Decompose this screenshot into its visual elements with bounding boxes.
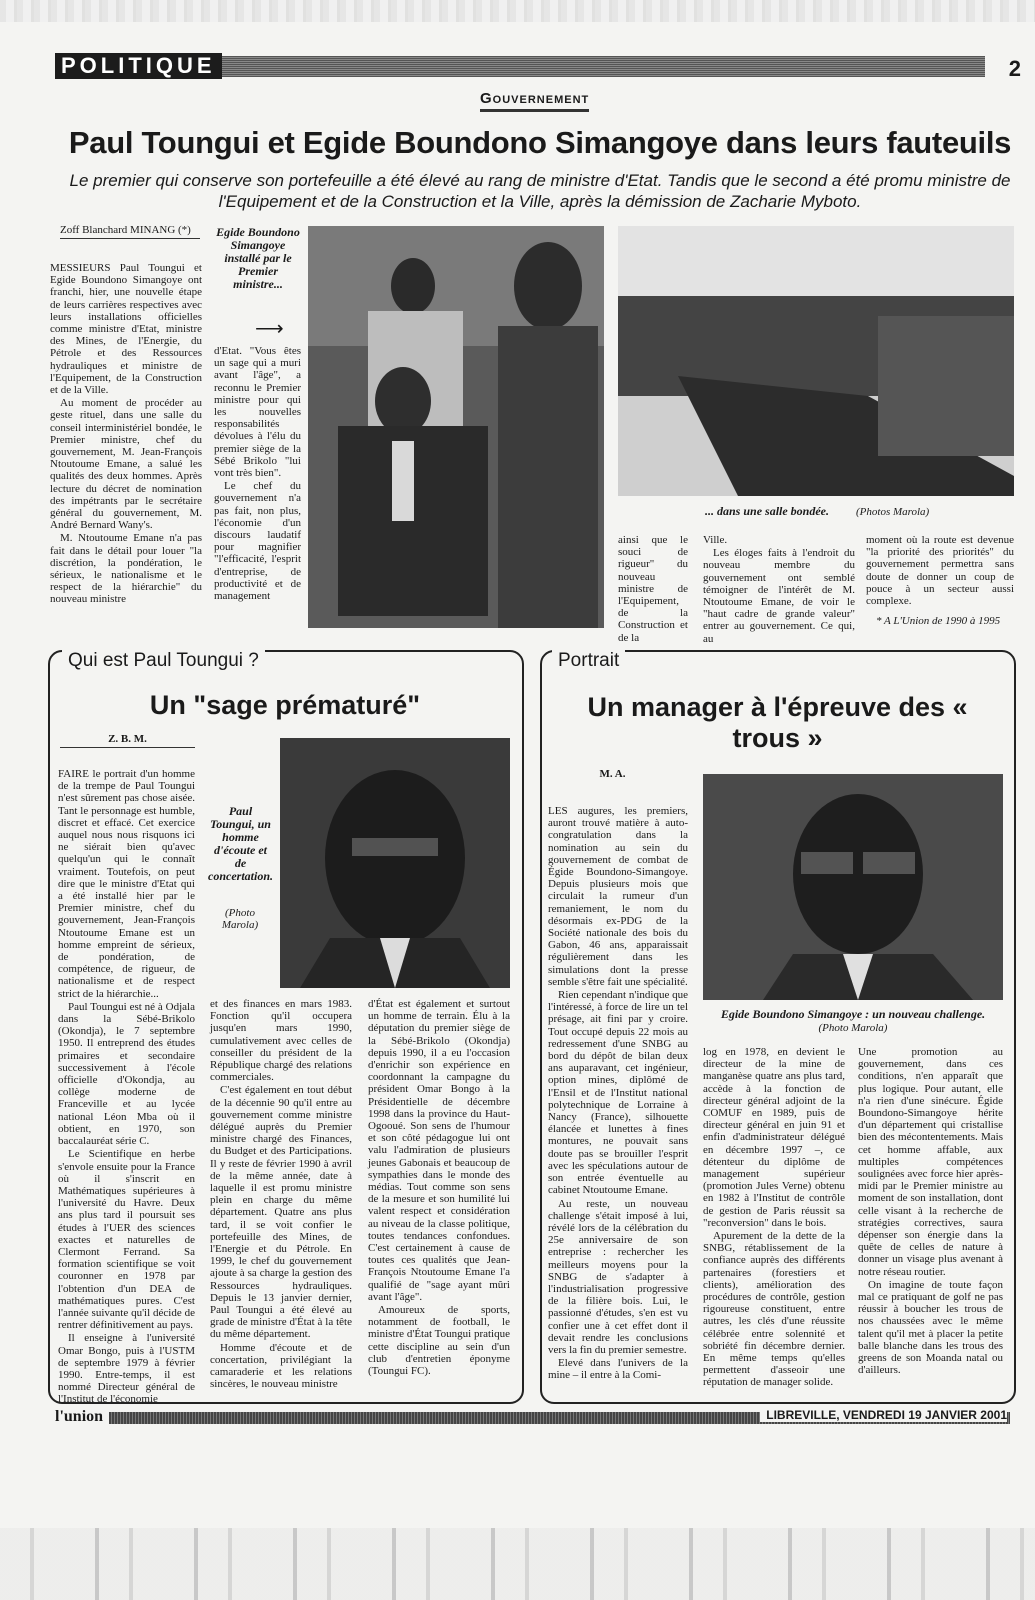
paragraph: et des finances en mars 1983. Fonction qu'il occupera jusqu'en mars 1990, cumulativement avec celles de conseiller du président de la République chargé des relations commerciales. <box>210 998 352 1084</box>
box-left-col3 <box>368 998 510 1378</box>
author-note: * A L'Union de 1990 à 1995 <box>876 615 1001 627</box>
paragraph: Le chef du gouvernement n'a pas fait, non plus, l'économie d'un discours laudatif pour magnifier "l'efficacité, l'esprit d'entreprise, de productivité et de management <box>214 480 301 603</box>
photo-room <box>618 226 1014 496</box>
paragraph: Au moment de procéder au geste rituel, dans une salle du conseil interministériel bondée, le Premier ministre, chef du gouvernement, M. Jean-François Ntoutoume Emane, a salué les qualités des deux hommes. Après lecture du décret de nomination des impétrants par le secrétaire général du gouvernement, M. André Bernard Wany's. <box>50 397 202 532</box>
photo-illustration <box>280 738 510 988</box>
paragraph: Homme d'écoute et de concertation, privilégiant la camaraderie et les relations sincères, le nouveau ministre <box>210 1341 352 1391</box>
paragraph: On imagine de toute façon mal ce pratiquant de golf ne pas réussir à boucher les trous de nos chaussées avec le même talent qu'il met à placer la petite balle blanche dans les trous des greens de son Moanda natal ou d'ailleurs. <box>858 1278 1003 1377</box>
kicker: Gouvernement <box>480 90 589 112</box>
paragraph: Elevé dans l'univers de la mine – il entre à la Comi- <box>548 1357 688 1382</box>
photo1-caption: Egide Boundono Simangoye installé par le Premier ministre... <box>216 225 300 291</box>
photo-toungui <box>280 738 510 988</box>
box-right-col2 <box>703 1046 845 1390</box>
box-left-col1 <box>58 768 195 1407</box>
photo2-caption: ... dans une salle bondée. <box>705 504 830 518</box>
page-number: 2 <box>1008 56 1021 81</box>
main-article-col4 <box>703 534 855 646</box>
main-deck: Le premier qui conserve son portefeuille a été élevé au rang de ministre d'Etat. Tandis que le second a été promu ministre de l'Equipement et de la Construction et la Ville, après la démission de Zacharie Myboto. <box>69 171 1011 211</box>
box-left-label: Qui est Paul Toungui ? <box>62 650 265 672</box>
main-article-col5 <box>866 534 1014 608</box>
paragraph: Il enseigne à l'université Omar Bongo, puis à l'USTM de septembre 1979 à février 1990. Entre-temps, il est nommé Directeur général de l'Institut de l'économie <box>58 1332 195 1406</box>
paragraph: ainsi que le souci de rigueur" du nouveau ministre de l'Equipement, de la Construction et de la <box>618 534 688 644</box>
main-article-col1 <box>50 262 202 607</box>
paragraph: Au reste, un nouveau challenge s'était imposé à lui, révélé lors de la célébration du 25e anniversaire de son entreprise : rechercher les meilleurs moyens pour la SNBG de s'adapter à l'industrialisation progressive de la filière bois. Lui, le passionné d'études, s'en est vu confier une à cet effet dont il devait rendre les conclusions vers la fin du premier semestre. <box>548 1197 688 1356</box>
paragraph: Rien cependant n'indique que l'intéressé, à force de lire un tel présage, ait fini par y croire. Tout occupé depuis 22 mois au redressement d'une SNBG au bord du dépôt de bilan deux ans auparavant, cet ingénieur, option mines, diplômé de l'Ensil et de l'Institut national polytechnique de Lorraine à Nancy (France), silhouette élancée et lunettes à fines montures, ne pouvait sans doute pas se brouiller l'esprit avec les spéculations autour de son entrée éventuelle au cabinet Ntoutoume Emane. <box>548 989 688 1197</box>
box-right-col1 <box>548 805 688 1383</box>
arrow-icon: ⟶ <box>255 318 284 340</box>
box-right-label: Portrait <box>552 650 625 672</box>
photo-installation <box>308 226 604 628</box>
box-left-photo-credit: (Photo Marola) <box>221 907 259 931</box>
paragraph: FAIRE le portrait d'un homme de la trempe de Paul Toungui n'est sûrement pas chose aisée. Tant le personnage est humble, discret et effacé. Cet exercice auquel nous nous risquons ici ne siérait bien qu'avec quelqu'un qui le connaît vraiment. Toutefois, on peut dire que le ministre d'Etat qui a été installé hier par le Premier ministre, chef du gouvernement, Jean-François Ntoutoume Emane est un homme empreint de sérieux, de pondération, de compétence, de rigueur, de nationalisme et de respect strict de la hiérarchie... <box>58 768 195 1000</box>
paragraph: MESSIEURS Paul Toungui et Egide Boundono Simangoye ont franchi, hier, une nouvelle étape de leurs carrières respectives avec leurs installations officielles comme ministre d'Etat, ministre des Mines, de l'Energie, du Pétrole et des Ressources hydrauliques et ministre de l'Equipement, de la Construction et de la Ville. <box>50 262 202 397</box>
box-right-photo-caption: Egide Boundono Simangoye : un nouveau challenge. <box>720 1007 986 1021</box>
box-left-photo-caption: Paul Toungui, un homme d'écoute et de concertation. <box>208 804 273 883</box>
paragraph: M. Ntoutoume Emane n'a pas fait dans le détail pour louer "la discrétion, la pondération, le sérieux, le nationalisme et le respect de la hiérarchie" du nouveau ministre <box>50 532 202 606</box>
paragraph: Apurement de la dette de la SNBG, rétablissement de la confiance auprès des différents partenaires (forestiers et clients), amélioration des procédures de contrôle, gestion rigoureuse constituent, entre autres, les clés d'une réussite célébrée entre solennité et sobriété fin décembre dernier. En même temps qu'elles permettent d'asseoir une réputation de manager solide. <box>703 1230 845 1389</box>
photo2-credit: (Photos Marola) <box>856 506 930 518</box>
paragraph: Amoureux de sports, notamment de football, le ministre d'État Toungui pratique cette discipline au sein d'un club d'entretien éponyme (Toungui FC). <box>368 1304 510 1378</box>
photo-simangoye <box>703 774 1003 1000</box>
main-headline: Paul Toungui et Egide Boundono Simangoye dans leurs fauteuils <box>68 125 1012 160</box>
newspaper-logo: l'union <box>55 1408 109 1426</box>
box-right-byline: M. A. <box>599 768 626 780</box>
paragraph: Le Scientifique en herbe s'envole ensuite pour la France où il s'inscrit en Mathématiques supérieures à l'université du Havre. Deux ans plus tard il poursuit ses études à l'UER des sciences exactes et naturelles de Clermont Ferrand. Sa formation scientifique se voit couronner en 1978 par l'obtention d'un DEA de mathématiques pures. C'est l'année suivante qu'il décide de rentrer définitivement au pays. <box>58 1148 195 1332</box>
paragraph: moment où la route est devenue "la priorité des priorités" du gouvernement permettra sans doute de donner un coup de pouce à un secteur aussi complexe. <box>866 534 1014 608</box>
paragraph: Les éloges faits à l'endroit du nouveau membre du gouvernement ont semblé témoigner de l'intérêt de M. Ntoutoume Emane, de voir le "haut cadre de grande valeur" entrer au gouvernement. Ce qui, au <box>703 547 855 645</box>
paragraph: Une promotion au gouvernement, dans ces conditions, n'en apparaît que plus logique. Pour autant, elle n'a rien d'une sinécure. Égide Boundono-Simangoye hérite d'un département qui cristallise bien des mécontentements. Mais cet homme affable, aux multiples compétences soulignées avec force hier après-midi par le Premier ministre au moment de son installation, dont celle visant à la recherche de stratégies correctives, saura dépenser son énergie dans la quête de celles de nature à donner un visage plus avenant à notre réseau routier. <box>858 1046 1003 1278</box>
box-right-col3 <box>858 1046 1003 1377</box>
paragraph: d'État est également et surtout un homme de terrain. Élu à la députation du premier siège de la Sébé-Brikolo (Okondja) depuis 1990, il a eu l'occasion d'enrichir son expérience en coordonnant la campagne du président Omar Bongo à la Présidentielle de décembre 1998 dans la province du Haut-Ogooué. Son sens de l'humour et son côté pédagogue lui ont valu l'admiration de plusieurs jeunes Gabonais et beaucoup de sympathies dans le monde des médias. Tout comme son sens de la mesure et son humilité lui valent respect et considération au niveau de la classe politique, toutes tendances confondues. C'est certainement à cause de toutes ces qualités que Jean-François Ntoutoume Emane l'a qualifié de "sage ayant mûri avant l'âge". <box>368 998 510 1303</box>
box-left-byline: Z. B. M. <box>60 733 195 748</box>
paragraph: d'Etat. "Vous êtes un sage qui a muri avant l'âge", a reconnu le Premier ministre pour qui les nouvelles responsabilités dévolues à l'élu du premier siège de la Sébé Brikolo "lui vont très bien". <box>214 345 301 480</box>
box-right-headline: Un manager à l'épreuve des « trous » <box>587 692 968 753</box>
photo-illustration <box>308 226 604 628</box>
main-article-col3 <box>618 534 688 645</box>
box-left-headline: Un "sage prématuré" <box>149 690 421 720</box>
paragraph: Ville. <box>703 534 728 546</box>
paragraph: log en 1978, en devient le directeur de la mine de manganèse quatre ans plus tard, accède à la fonction de directeur général adjoint de la COMUF en 1989, puis de directeur général en juin 91 et enfin d'administrateur délégué en décembre 1997 –, ce détenteur du diplôme de management supérieur (promotion Jules Verne) obtenu en 1982 à l'Institut de contrôle de gestion de Paris réussit sa "reconversion" dans le bois. <box>703 1046 845 1229</box>
section-title: POLITIQUE <box>55 53 222 79</box>
box-left-col2 <box>210 998 352 1392</box>
main-byline: Zoff Blanchard MINANG (*) <box>60 224 200 239</box>
photo-illustration <box>703 774 1003 1000</box>
paragraph: C'est également en tout début de la décennie 90 qu'il entre au gouvernement comme ministre délégué auprès du Premier ministre chargé des Finances, du Budget et des Participations. Il y reste de février 1990 à avril de la même année, date à laquelle il est promu ministre plein en charge du même département. Quatre ans plus tard, il se voit confier le portefeuille des Mines, de l'Energie et du Pétrole. En 1999, le chef du gouvernement ajoute à sa charge la gestion des Ressources hydrauliques. Depuis le 13 janvier dernier, Paul Toungui a été élevé au grade de ministre d'État à la tête du même département. <box>210 1084 352 1341</box>
dateline: LIBREVILLE, VENDREDI 19 JANVIER 2001 <box>760 1408 1007 1422</box>
box-right-photo-credit: (Photo Marola) <box>818 1022 888 1034</box>
main-article-col2 <box>214 345 301 603</box>
photo-illustration <box>618 226 1014 496</box>
paragraph: LES augures, les premiers, auront trouvé matière à auto-congratulation dans la nomination au sein du gouvernement de combat de Égide Boundono-Simangoye. Depuis plusieurs mois que circulait la rumeur d'un remaniement, le nom du désormais ex-PDG de la Société nationale des bois du Gabon, 46 ans, apparaissait régulièrement dans les simulations dont la presse semble s'être fait une spécialité. <box>548 805 688 988</box>
scan-edge-top <box>0 0 1035 22</box>
paragraph: Paul Toungui est né à Odjala dans la Sébé-Brikolo (Okondja), le 7 septembre 1950. Il entreprend des études primaires et secondaire successivement à l'école officielle d'Okondja, au collège moderne de Franceville et au lycée national Léon Mba où il obtient, en 1970, son baccalauréat série C. <box>58 1000 195 1148</box>
scan-edge-bottom <box>0 1528 1035 1600</box>
